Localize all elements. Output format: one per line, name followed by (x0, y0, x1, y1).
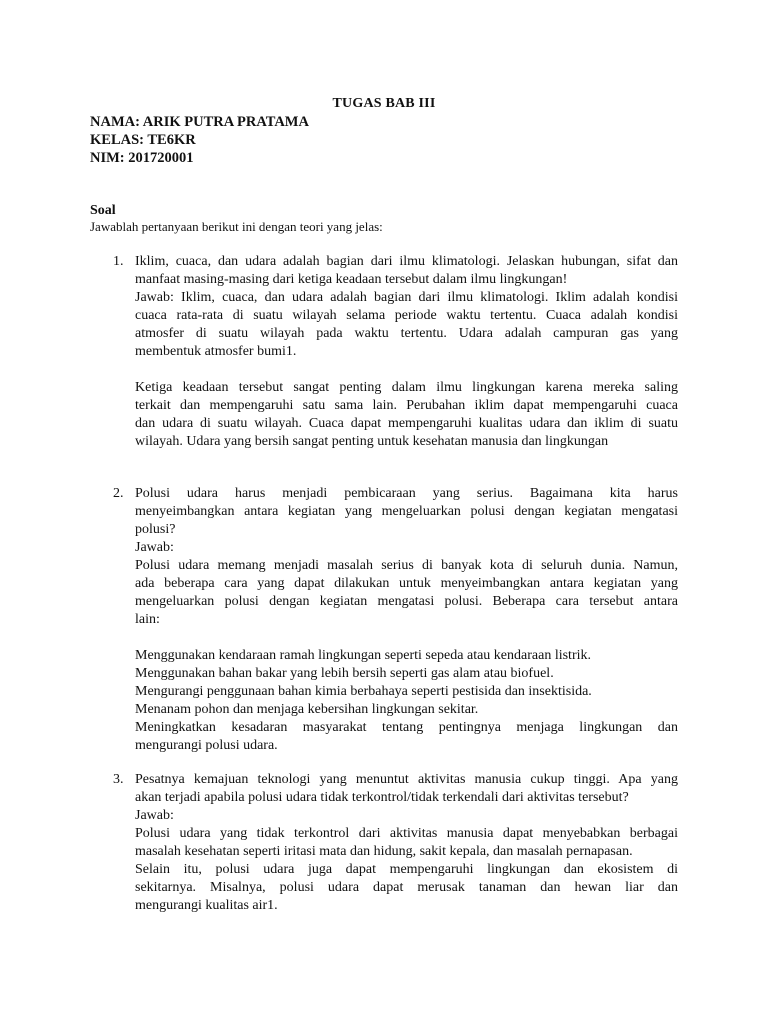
answer-line: ada beberapa cara yang dapat dilakukan untuk menyeimbangkan antara kegiatan yang (135, 576, 678, 591)
answer-line: atmosfer di suatu wilayah pada waktu tertentu. Udara adalah campuran gas yang (135, 326, 678, 341)
soal-heading: Soal (90, 203, 116, 218)
list-item: Menggunakan kendaraan ramah lingkungan seperti sepeda atau kendaraan listrik. (135, 648, 591, 663)
answer-line: cuaca rata-rata di suatu wilayah selama periode waktu tertentu. Cuaca adalah kondisi (135, 308, 678, 323)
question-body (135, 771, 678, 915)
list-item: Meningkatkan kesadaran masyarakat tentang pentingnya menjaga lingkungan dan (135, 720, 678, 735)
paragraph-gap (135, 629, 678, 647)
question-line: Polusi udara harus menjadi pembicaraan yang serius. Bagaimana kita harus (135, 486, 678, 501)
question-line: polusi? (135, 522, 176, 537)
question-line: menyeimbangkan antara kegiatan yang mengeluarkan polusi dengan kegiatan mengatasi (135, 504, 678, 519)
question-number: 2. (113, 486, 124, 501)
question-line: Pesatnya kemajuan teknologi yang menuntut aktivitas manusia cukup tinggi. Apa yang (135, 772, 678, 787)
answer-line: Ketiga keadaan tersebut sangat penting dalam ilmu lingkungan karena mereka saling (135, 380, 678, 395)
answer-line: sekitarnya. Misalnya, polusi udara dapat merusak tanaman dan hewan liar dan (135, 880, 678, 895)
question-body (135, 253, 678, 451)
student-name: NAMA: ARIK PUTRA PRATAMA (90, 114, 309, 130)
document-title: TUGAS BAB III (332, 96, 436, 111)
answer-line: Selain itu, polusi udara juga dapat mempengaruhi lingkungan dan ekosistem di (135, 862, 678, 877)
answer-line: mengurangi kualitas air1. (135, 898, 278, 913)
answer-line: Polusi udara yang tidak terkontrol dari aktivitas manusia dapat menyebabkan berbagai (135, 826, 678, 841)
question-number: 1. (113, 254, 124, 269)
answer-line: Jawab: Iklim, cuaca, dan udara adalah bagian dari ilmu klimatologi. Iklim adalah kondisi (135, 290, 678, 305)
answer-line: terkait dan mempengaruhi satu sama lain. Perubahan iklim dapat mempengaruhi cuaca (135, 398, 678, 413)
answer-line: membentuk atmosfer bumi1. (135, 344, 297, 359)
list-item: Menggunakan bahan bakar yang lebih bersih seperti gas alam atau biofuel. (135, 666, 554, 681)
question-line: akan terjadi apabila polusi udara tidak terkontrol/tidak terkendali dari aktivitas tersebut? (135, 790, 629, 805)
question-line: manfaat masing-masing dari ketiga keadaan tersebut dalam ilmu lingkungan! (135, 272, 568, 287)
list-item: mengurangi polusi udara. (135, 738, 278, 753)
answer-line: dan udara di suatu wilayah. Cuaca dapat mempengaruhi kualitas udara dan iklim di suatu (135, 416, 678, 431)
question-body (135, 485, 678, 755)
question-line: Iklim, cuaca, dan udara adalah bagian dari ilmu klimatologi. Jelaskan hubungan, sifat dan (135, 254, 678, 269)
answer-line: lain: (135, 612, 160, 627)
student-class: KELAS: TE6KR (90, 132, 196, 148)
answer-line: Polusi udara memang menjadi masalah serius di banyak kota di seluruh dunia. Namun, (135, 558, 678, 573)
paragraph-gap (135, 361, 678, 379)
question-number: 3. (113, 772, 124, 787)
answer-line: masalah kesehatan seperti iritasi mata dan hidung, sakit kepala, dan masalah pernapasan. (135, 844, 633, 859)
jawab-label: Jawab: (135, 540, 174, 555)
instruction-text: Jawablah pertanyaan berikut ini dengan teori yang jelas: (90, 219, 383, 234)
list-item: Mengurangi penggunaan bahan kimia berbahaya seperti pestisida dan insektisida. (135, 684, 592, 699)
student-nim: NIM: 201720001 (90, 150, 194, 166)
answer-line: wilayah. Udara yang bersih sangat penting untuk kesehatan manusia dan lingkungan (135, 434, 609, 449)
list-item: Menanam pohon dan menjaga kebersihan lingkungan sekitar. (135, 702, 479, 717)
jawab-label: Jawab: (135, 808, 174, 823)
answer-line: mengeluarkan polusi dengan kegiatan mengatasi polusi. Beberapa cara tersebut antara (135, 594, 678, 609)
student-identity (90, 113, 309, 167)
